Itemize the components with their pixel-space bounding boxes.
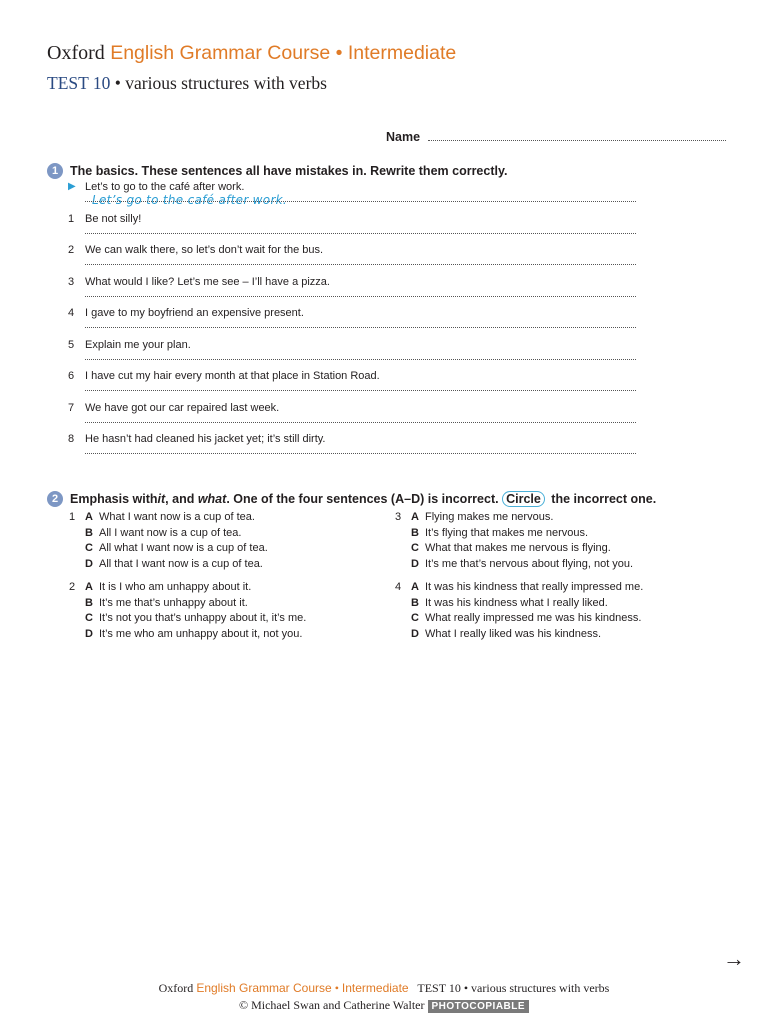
item-sentence: Explain me your plan. — [85, 338, 191, 351]
exercise-item — [68, 276, 636, 308]
item-number: 1 — [68, 212, 75, 225]
example-answer: Let’s go to the café after work. — [92, 193, 288, 207]
example-item — [68, 181, 636, 213]
option-row[interactable] — [395, 541, 633, 557]
section-2-instruction-rest: . One of the four sentences (A–D) is incorrect. — [226, 492, 503, 506]
option-text[interactable]: It was his kindness that really impressed me. — [425, 580, 644, 593]
answer-line[interactable] — [85, 422, 636, 423]
course-title — [47, 40, 456, 66]
option-letter: A — [411, 580, 419, 593]
name-field[interactable] — [386, 129, 726, 144]
section-1-number: 1 — [47, 163, 63, 179]
option-text[interactable]: It’s flying that makes me nervous. — [425, 526, 589, 539]
item-sentence: What would I like? Let’s me see – I’ll have a pizza. — [85, 275, 330, 288]
option-row[interactable] — [69, 579, 306, 595]
option-letter: C — [85, 542, 93, 555]
exercise-item — [68, 339, 636, 371]
option-text[interactable]: Flying makes me nervous. — [425, 510, 554, 523]
brand-oxford: Oxford — [47, 42, 105, 64]
option-text[interactable]: It is I who am unhappy about it. — [99, 580, 252, 593]
test-title — [47, 71, 456, 95]
section-2-instruction-start: Emphasis with — [70, 492, 158, 506]
footer-test-topic: various structures with verbs — [471, 981, 610, 995]
option-letter: C — [411, 542, 419, 555]
option-letter: B — [411, 596, 419, 609]
answer-line[interactable] — [85, 390, 636, 391]
option-text[interactable]: It’s not you that’s unhappy about it, it’s me. — [99, 612, 307, 625]
item-number: 6 — [68, 370, 75, 382]
option-letter: D — [85, 628, 93, 641]
option-row[interactable] — [395, 626, 643, 642]
answer-line[interactable] — [85, 264, 636, 265]
footer-level: Intermediate — [341, 981, 409, 995]
question-4 — [395, 579, 643, 642]
option-letter: B — [85, 526, 93, 539]
name-label: Name — [386, 130, 421, 144]
question-1 — [69, 509, 268, 572]
option-row[interactable] — [395, 611, 643, 627]
item-sentence: Be not silly! — [85, 212, 142, 225]
option-text[interactable]: It was his kindness what I really liked. — [425, 596, 608, 609]
question-number: 2 — [69, 580, 76, 593]
exercise-item — [68, 213, 636, 245]
exercise-item — [68, 402, 636, 434]
exercise-item — [68, 433, 636, 465]
name-line[interactable] — [428, 129, 726, 141]
section-1-instruction: The basics. These sentences all have mistakes in. Rewrite them correctly. — [70, 164, 508, 178]
section-1-items — [68, 213, 636, 465]
item-sentence: I have cut my hair every month at that place in Station Road. — [85, 370, 380, 382]
section-1-exercise — [68, 181, 636, 465]
next-page-arrow-icon[interactable]: → — [723, 946, 745, 971]
option-text[interactable]: What that makes me nervous is flying. — [425, 542, 611, 555]
answer-line[interactable] — [85, 453, 636, 454]
section-2-heading — [47, 491, 656, 507]
item-number: 5 — [68, 338, 75, 351]
footer-copyright: © Michael Swan and Catherine Walter — [238, 998, 425, 1012]
section-2-number: 2 — [47, 491, 63, 507]
exercise-item — [68, 370, 636, 402]
question-number: 3 — [395, 510, 402, 523]
exercise-item — [68, 307, 636, 339]
option-text[interactable]: What really impressed me was his kindness. — [425, 612, 642, 625]
test-bullet: • — [114, 73, 121, 93]
item-sentence: We have got our car repaired last week. — [85, 401, 280, 414]
question-number: 4 — [395, 580, 402, 593]
question-2 — [69, 579, 306, 642]
option-row[interactable] — [395, 579, 643, 595]
option-row[interactable] — [395, 509, 633, 525]
item-number: 4 — [68, 307, 75, 319]
footer-test-label: TEST 10 — [417, 981, 461, 995]
option-text[interactable]: It’s me that’s nervous about flying, not you. — [425, 558, 634, 571]
option-row[interactable] — [69, 509, 268, 525]
item-number: 8 — [68, 433, 75, 445]
example-sentence: Let’s to go to the café after work. — [85, 181, 245, 193]
option-row[interactable] — [69, 541, 268, 557]
option-row[interactable] — [69, 525, 268, 541]
item-number: 3 — [68, 275, 75, 288]
answer-line[interactable] — [85, 327, 636, 328]
section-2-instruction-mid: , and — [165, 492, 198, 506]
item-sentence: I gave to my boyfriend an expensive present. — [85, 307, 304, 319]
footer-bullet: • — [334, 981, 339, 995]
option-letter: A — [411, 510, 419, 523]
answer-line[interactable] — [85, 233, 636, 234]
option-text[interactable]: All I want now is a cup of tea. — [99, 526, 242, 539]
option-row[interactable] — [69, 556, 268, 572]
option-row[interactable] — [69, 626, 306, 642]
option-row[interactable] — [395, 525, 633, 541]
brand-course: English Grammar Course — [110, 42, 331, 64]
page-footer — [0, 980, 768, 1015]
option-row[interactable] — [395, 556, 633, 572]
item-sentence: He hasn’t had cleaned his jacket yet; it’s still dirty. — [85, 433, 326, 445]
option-letter: A — [85, 580, 93, 593]
test-label: TEST 10 — [47, 73, 111, 93]
option-text[interactable]: What I want now is a cup of tea. — [99, 510, 255, 523]
option-row[interactable] — [69, 595, 306, 611]
section-2-instruction-what: what — [197, 492, 227, 506]
option-letter: D — [411, 628, 419, 641]
option-letter: A — [85, 510, 93, 523]
question-3 — [395, 509, 633, 572]
answer-line[interactable] — [85, 201, 636, 202]
option-text[interactable]: All what I want now is a cup of tea. — [99, 542, 268, 555]
exercise-item — [68, 244, 636, 276]
answer-line[interactable] — [85, 296, 636, 297]
test-topic: various structures with verbs — [125, 73, 327, 93]
option-letter: C — [85, 612, 93, 625]
option-letter: D — [85, 558, 93, 571]
option-text[interactable]: It’s me who am unhappy about it, not you. — [99, 628, 303, 641]
section-2-instruction-end: the incorrect one. — [547, 492, 657, 506]
option-text[interactable]: All that I want now is a cup of tea. — [99, 558, 263, 571]
option-letter: B — [411, 526, 419, 539]
item-number: 2 — [68, 244, 75, 256]
answer-line[interactable] — [85, 359, 636, 360]
photocopiable-badge: PHOTOCOPIABLE — [428, 1000, 530, 1013]
option-text[interactable]: What I really liked was his kindness. — [425, 628, 602, 641]
circle-word: Circle — [502, 491, 545, 507]
section-1-heading — [47, 163, 507, 179]
footer-course: English Grammar Course — [196, 981, 332, 995]
course-level: Intermediate — [347, 42, 457, 64]
example-arrow-icon: ▶ — [68, 181, 76, 192]
footer-bullet-2: • — [463, 981, 469, 995]
question-number: 1 — [69, 510, 76, 523]
item-number: 7 — [68, 401, 75, 414]
item-sentence: We can walk there, so let’s don’t wait for the bus. — [85, 244, 324, 256]
option-letter: B — [85, 596, 93, 609]
option-row[interactable] — [69, 611, 306, 627]
footer-oxford: Oxford — [158, 981, 194, 995]
option-text[interactable]: It’s me that’s unhappy about it. — [99, 596, 248, 609]
section-2-instruction-it: it — [157, 492, 166, 506]
option-letter: D — [411, 558, 419, 571]
page-header — [47, 40, 456, 95]
option-letter: C — [411, 612, 419, 625]
option-row[interactable] — [395, 595, 643, 611]
title-bullet: • — [335, 42, 343, 64]
